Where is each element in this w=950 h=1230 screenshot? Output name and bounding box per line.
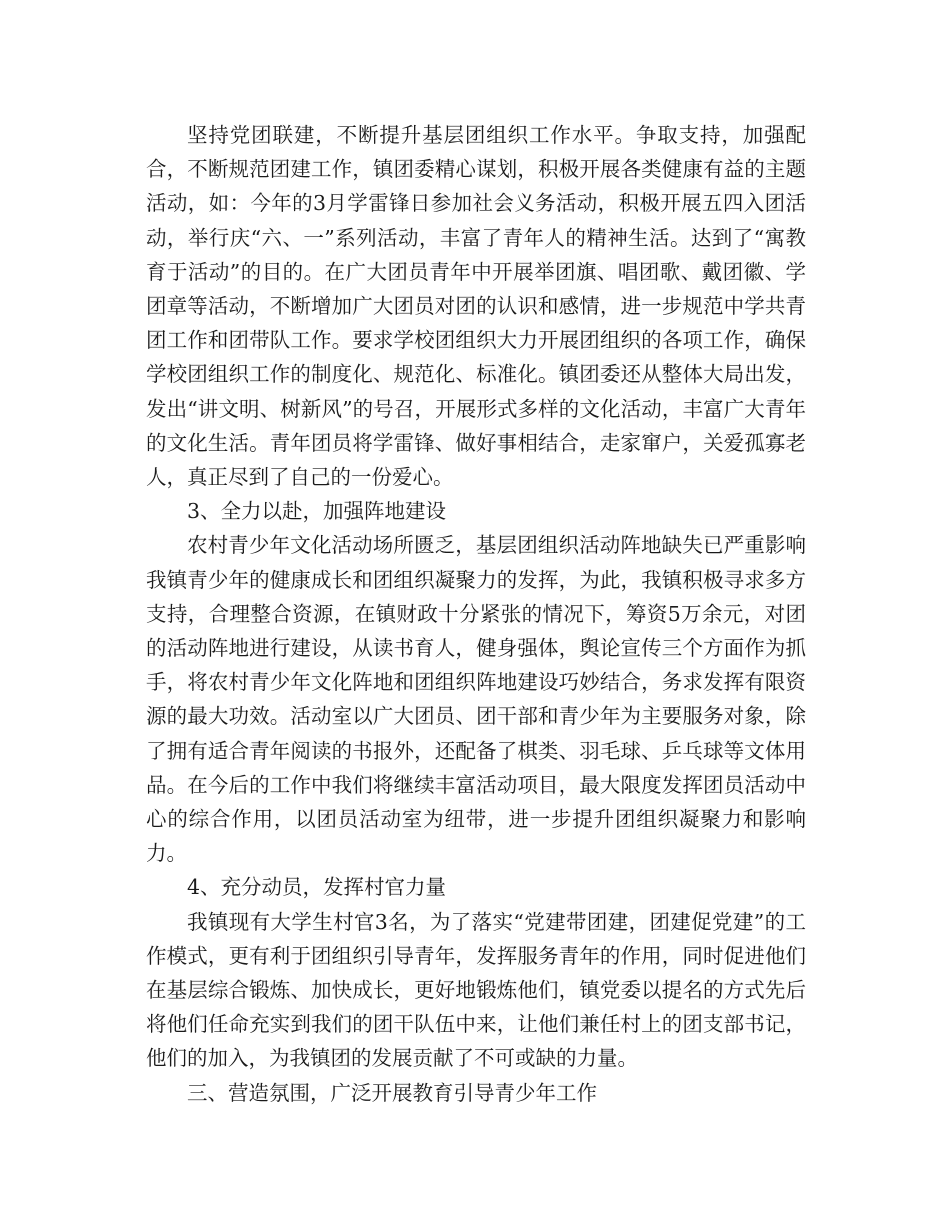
section-heading-education-guidance: 三、营造氛围，广泛开展教育引导青少年工作 [187,1080,597,1105]
paragraph-activity-position: 农村青少年文化活动场所匮乏，基层团组织活动阵地缺失已严重影响我镇青少年的健康成长和团组织凝聚力的发挥，为此，我镇积极寻求多方支持，合理整合资源，在镇财政十分紧张的情况下，筹资5万余元，对团的活动阵地进行建设，从读书育人，健身强体，舆论宣传三个方面作为抓手，将农村青少年文化阵地和团组织阵地建设巧妙结合，务求发挥有限资源的最大功效。活动室以广大团员、团干部和青少年为主要服务对象，除了拥有适合青年阅读的书报外，还配备了棋类、羽毛球、乒乓球等文体用品。在今后的工作中我们将继续丰富活动项目，最大限度发挥团员活动中心的综合作用，以团员活动室为纽带，进一步提升团组织凝聚力和影响力。 [146,533,806,866]
paragraph-village-officials: 我镇现有大学生村官3名，为了落实“党建带团建，团建促党建”的工作模式，更有利于团组织引导青年，发挥服务青年的作用，同时促进他们在基层综合锻炼、加快成长，更好地锻炼他们，镇党委以提名的方式先后将他们任命充实到我们的团干队伍中来，让他们兼任村上的团支部书记，他们的加入，为我镇团的发展贡献了不可或缺的力量。 [146,909,806,1071]
document-page [146,118,806,1110]
section-heading-village-officials: 4、充分动员，发挥村官力量 [187,875,447,900]
section-heading-position-building: 3、全力以赴，加强阵地建设 [187,499,447,524]
paragraph-party-youth-building: 坚持党团联建，不断提升基层团组织工作水平。争取支持，加强配合，不断规范团建工作，镇团委精心谋划，积极开展各类健康有益的主题活动，如：今年的3月学雷锋日参加社会义务活动，积极开展五四入团活动，举行庆“六、一”系列活动，丰富了青年人的精神生活。达到了“寓教育于活动”的目的。在广大团员青年中开展举团旗、唱团歌、戴团徽、学团章等活动，不断增加广大团员对团的认识和感情，进一步规范中学共青团工作和团带队工作。要求学校团组织大力开展团组织的各项工作，确保学校团组织工作的制度化、规范化、标准化。镇团委还从整体大局出发，发出“讲文明、树新风”的号召，开展形式多样的文化活动，丰富广大青年的文化生活。青年团员将学雷锋、做好事相结合，走家窜户，关爱孤寡老人，真正尽到了自己的一份爱心。 [146,123,806,490]
